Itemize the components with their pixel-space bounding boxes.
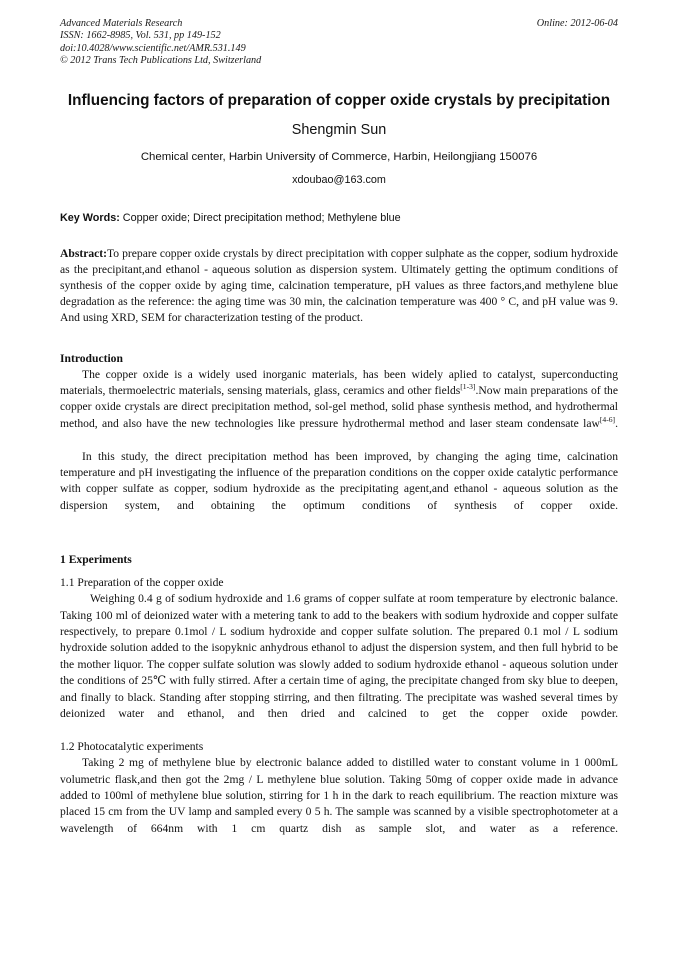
keywords-line xyxy=(60,211,618,226)
online-publication-date: Online: 2012-06-04 xyxy=(536,18,618,29)
subsection-1-2-heading: 1.2 Photocatalytic experiments xyxy=(60,739,204,753)
journal-copyright: © 2012 Trans Tech Publications Ltd, Switzerland xyxy=(60,55,262,67)
subsection-1-1-heading: 1.1 Preparation of the copper oxide xyxy=(60,575,224,589)
citation-marker-1: [1-3] xyxy=(460,382,476,392)
introduction-heading: Introduction xyxy=(60,351,123,365)
subsection-1-1-text: Weighing 0.4 g of sodium hydroxide and 1.6 grams of copper sulfate at room temperature by electronic balance. Taking 100 ml of deionized water with a metering tank to add to the beakers with sodium hydroxide and copper sulfate respectively, to prepare 0.1mol / L sodium hydroxide and copper sulfate solution. The prepared 0.1 mol / L sodium hydroxide solution added to the isopyknic anhydrous ethanol to adjust the dispersion system, and then full hybrid to be the mother liquor. The copper sulfate solution was slowly added to sodium hydroxide ethanol - aqueous solution under the conditions of 25℃ with fully stirred. After a certain time of aging, the precipitate changed from sky blue to deepen, and finally to black. Standing after stopping stirring, and then filtrating. The precipitate was washed several times by deionized water and ethanol, and then dried and calcined to get the copper oxide powder. xyxy=(60,592,618,720)
journal-name: Advanced Materials Research xyxy=(60,18,183,29)
page-content xyxy=(60,18,618,854)
intro-p1-part-a: The copper oxide is a widely used inorganic materials, has been widely aplied to catalyst, superconducting materials, thermoelectric materials, sensing materials, glass, ceramics and other fields xyxy=(60,367,618,398)
journal-issn: ISSN: 1662-8985, Vol. 531, pp 149-152 xyxy=(60,30,221,42)
intro-p1-part-c: . xyxy=(615,416,618,430)
journal-doi: doi:10.4028/www.scientific.net/AMR.531.149 xyxy=(60,42,246,54)
introduction-paragraph-1 xyxy=(60,367,618,449)
citation-marker-2: [4-6] xyxy=(599,415,616,424)
introduction-paragraph-2: In this study, the direct precipitation method has been improved, by changing the aging time, calcination temperature and pH investigating the influence of the preparation conditions on the copper oxide catalytic performance with copper sulfate as copper, sodium hydroxide as the precipitating agent,and ethanol - aqueous solution as the dispersion system, and obtaining the optimum conditions of synthesis of copper oxide. xyxy=(60,449,618,512)
subsection-1-2-text: Taking 2 mg of methylene blue by electronic balance added to distilled water to constant volume in 1 000mL volumetric flask,and then got the 2mg / L methylene blue solution. Taking 50mg of copper oxide made in advance added to 100ml of methylene blue solution, stirring for 1 h in the dark to reach equilibrium. The reaction mixture was placed 15 cm from the UV lamp and sampled every 0 5 h. The sample was scanned by a visible spectrophotometer at a wavelength of 664nm with 1 cm quartz dish as sample slot, and water as a reference. xyxy=(60,756,618,835)
keywords-label: Key Words: xyxy=(60,211,120,224)
intro-p1-part-b: .Now main preparations of the copper oxide crystals are direct precipitation method, sol-gel method, solid phase synthesis method, and hydrothermal method, and also have the new technologies like pressure hydrothermal method and laser steam condensate law xyxy=(60,384,618,430)
abstract-block xyxy=(60,246,618,327)
author-name: Shengmin Sun xyxy=(291,121,387,138)
keywords-value: Copper oxide; Direct precipitation method; Methylene blue xyxy=(119,211,401,224)
journal-header xyxy=(60,18,618,68)
author-email: xdoubao@163.com xyxy=(292,173,386,186)
author-affiliation: Chemical center, Harbin University of Commerce, Harbin, Heilongjiang 150076 xyxy=(140,150,538,163)
abstract-text: To prepare copper oxide crystals by direct precipitation with copper sulphate as the copper, sodium hydroxide as the precipitant,and ethanol - aqueous solution as dispersion system. Ultimately getting the optimum conditions of synthesis of the copper oxide by aging time, calcination temperature, pH values as three factors,and methylene blue degradation as the reference: the aging time was 30 min, the calcination temperature was 400 ° C, and pH value was 9. And using XRD, SEM for characterization testing of the product. xyxy=(60,246,618,325)
abstract-label: Abstract: xyxy=(60,246,108,260)
experiments-heading: 1 Experiments xyxy=(60,552,132,566)
page-title: Influencing factors of preparation of copper oxide crystals by precipitation xyxy=(67,91,611,109)
